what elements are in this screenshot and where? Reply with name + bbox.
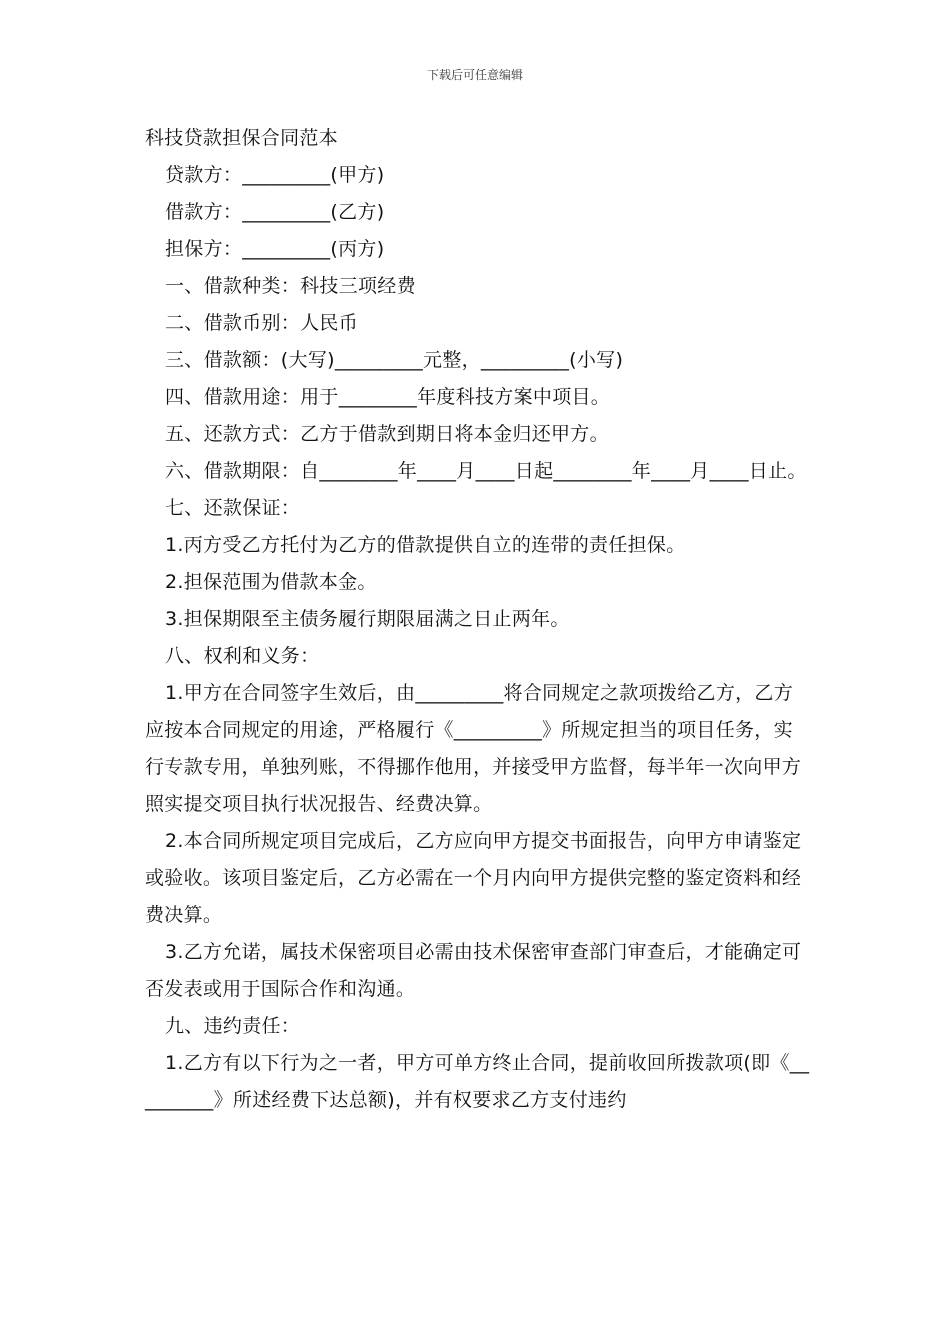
section-repayment-guarantee: 七、还款保证： (165, 497, 301, 519)
section-rights-obligations: 八、权利和义务： (165, 645, 320, 667)
clause-loan-term: 六、借款期限：自________年____月____日起________年____月____日止。 (165, 460, 807, 482)
page-header-note: 下载后可任意编辑 (426, 68, 523, 82)
clause-loan-type: 一、借款种类：科技三项经费 (165, 275, 416, 297)
clause-repayment-method: 五、还款方式：乙方于借款到期日将本金归还甲方。 (165, 423, 609, 445)
liability-item-1: 1.乙方有以下行为之一者，甲方可单方终止合同，提前收回所拨款项(即《_________》所述经费下达总额)，并有权要求乙方支付违约 (145, 1052, 810, 1111)
clause-borrower: 借款方：_________(乙方) (165, 201, 385, 223)
guarantee-item-1: 1.丙方受乙方托付为乙方的借款提供自立的连带的责任担保。 (165, 534, 686, 556)
contract-body (145, 121, 810, 1119)
guarantee-item-3: 3.担保期限至主债务履行期限届满之日止两年。 (165, 608, 570, 630)
rights-item-1: 1.甲方在合同签字生效后，由_________将合同规定之款项拨给乙方，乙方应按本合同规定的用途，严格履行《_________》所规定担当的项目任务，实行专款专用，单独列账，不得挪作他用，并接受甲方监督，每半年一次向甲方照实提交项目执行状况报告、经费决算。 (145, 682, 802, 815)
clause-lender: 贷款方：_________(甲方) (165, 164, 385, 186)
section-liability: 九、违约责任： (165, 1015, 301, 1037)
clause-amount: 三、借款额：(大写)_________元整，_________(小写) (165, 349, 624, 371)
rights-item-3: 3.乙方允诺，属技术保密项目必需由技术保密审查部门审查后，才能确定可否发表或用于国际合作和沟通。 (145, 941, 802, 1000)
rights-item-2: 2.本合同所规定项目完成后，乙方应向甲方提交书面报告，向甲方申请鉴定或验收。该项目鉴定后，乙方必需在一个月内向甲方提供完整的鉴定资料和经费决算。 (145, 830, 802, 926)
clause-currency: 二、借款币别：人民币 (165, 312, 359, 334)
guarantee-item-2: 2.担保范围为借款本金。 (165, 571, 377, 593)
clause-guarantor: 担保方：_________(丙方) (165, 238, 385, 260)
document-title: 科技贷款担保合同范本 (145, 127, 339, 149)
clause-purpose: 四、借款用途：用于________年度科技方案中项目。 (165, 386, 611, 408)
